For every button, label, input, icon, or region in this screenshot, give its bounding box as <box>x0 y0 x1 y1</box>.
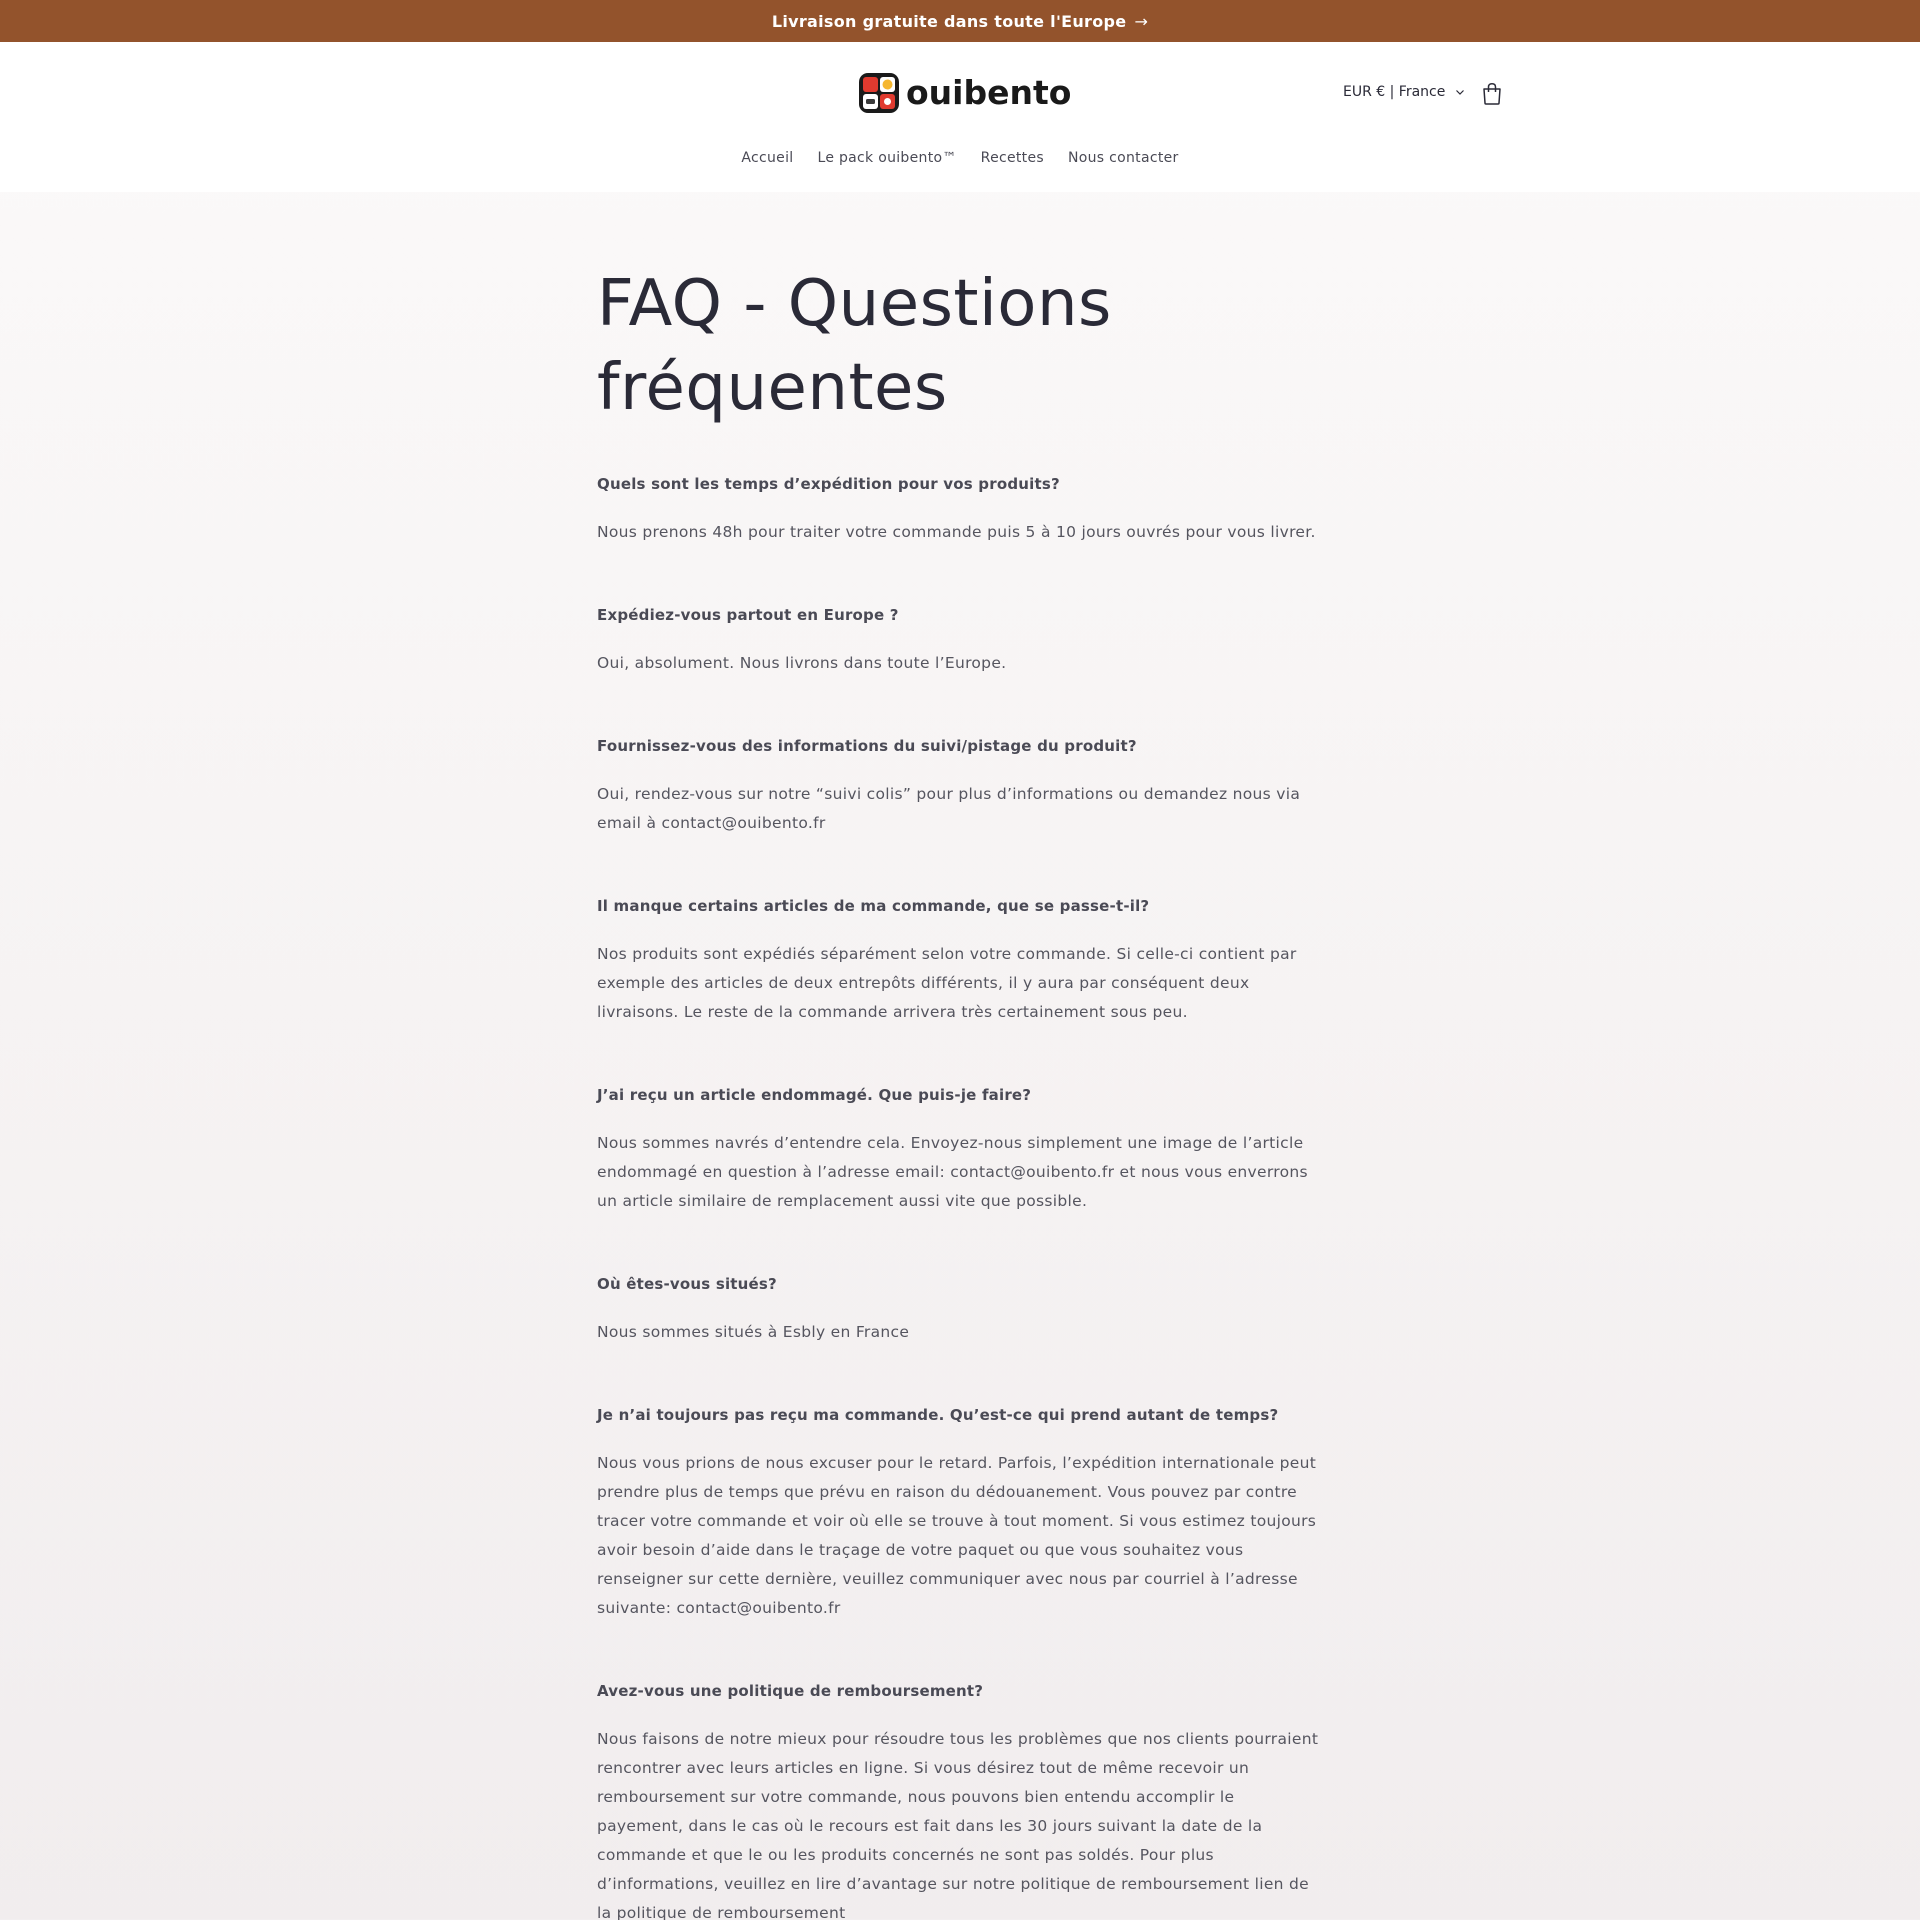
faq-answer: Nous sommes situés à Esbly en France <box>597 1323 910 1341</box>
locale-label: EUR € | France <box>1343 84 1446 100</box>
faq-question: Expédiez-vous partout en Europe ? <box>597 606 899 624</box>
faq-question: Il manque certains articles de ma commande, que se passe-t-il? <box>597 897 1150 915</box>
faq-question: Avez-vous une politique de remboursement? <box>597 1682 984 1700</box>
faq-question: J’ai reçu un article endommagé. Que puis-je faire? <box>597 1086 1032 1104</box>
main-nav <box>0 150 1920 166</box>
faq-answer: Nous prenons 48h pour traiter votre commande puis 5 à 10 jours ouvrés pour vous livrer. <box>597 523 1316 541</box>
faq-question: Quels sont les temps d’expédition pour vos produits? <box>597 475 1060 493</box>
faq-answer: Oui, rendez-vous sur notre “suivi colis” pour plus d’informations ou demandez nous via email à contact@ouibento.fr <box>597 785 1301 832</box>
faq-answer: Nos produits sont expédiés séparément selon votre commande. Si celle-ci contient par exemple des articles de deux entrepôts différents, il y aura par conséquent deux livraisons. Le reste de la commande arrivera très certainement sous peu. <box>597 945 1297 1021</box>
faq-question: Fournissez-vous des informations du suivi/pistage du produit? <box>597 737 1137 755</box>
logo-text: ouibento <box>906 73 1072 112</box>
faq-item <box>597 1273 1322 1347</box>
cart-icon[interactable] <box>1481 82 1503 106</box>
faq-item <box>597 735 1322 838</box>
chevron-down-icon <box>1455 87 1465 97</box>
faq-item <box>597 1680 1322 1920</box>
faq-item <box>597 1404 1322 1623</box>
faq-question: Je n’ai toujours pas reçu ma commande. Qu’est-ce qui prend autant de temps? <box>597 1406 1279 1424</box>
faq-item <box>597 473 1322 547</box>
announcement-bar[interactable] <box>0 0 1920 42</box>
announcement-text: Livraison gratuite dans toute l'Europe <box>771 11 1127 31</box>
nav-item-contact[interactable]: Nous contacter <box>1067 150 1179 166</box>
bento-logo-icon <box>858 72 900 114</box>
main-content <box>597 262 1322 1920</box>
faq-answer: Oui, absolument. Nous livrons dans toute l’Europe. <box>597 654 1007 672</box>
faq-answer: Nous faisons de notre mieux pour résoudre tous les problèmes que nos clients pourraient rencontrer avec leurs articles en ligne. Si vous désirez tout de même recevoir un remboursement sur votre commande, nous pouvons bien entendu accomplir le payement, dans le cas où le recours est fait dans les 30 jours suivant la date de la commande et que le ou les produits concernés ne sont pas soldés. Pour plus d’informations, veuillez en lire d’avantage sur notre politique de remboursement lien de la politique de remboursement <box>597 1730 1319 1920</box>
arrow-right-icon: → <box>1134 11 1149 31</box>
nav-item-recettes[interactable]: Recettes <box>980 150 1044 166</box>
site-header <box>0 42 1920 192</box>
nav-item-accueil[interactable]: Accueil <box>741 150 794 166</box>
locale-selector[interactable] <box>1343 84 1465 100</box>
faq-answer: Nous vous prions de nous excuser pour le retard. Parfois, l’expédition internationale peut prendre plus de temps que prévu en raison du dédouanement. Vous pouvez par contre tracer votre commande et voir où elle se trouve à tout moment. Si vous estimez toujours avoir besoin d’aide dans le traçage de votre paquet ou que vous souhaitez vous renseigner sur cette dernière, veuillez communiquer avec nous par courriel à l’adresse suivante: contact@ouibento.fr <box>597 1454 1317 1617</box>
faq-list <box>597 473 1322 1920</box>
nav-item-pack[interactable]: Le pack ouibento™ <box>817 150 957 166</box>
page-title-line2: fréquentes <box>597 351 948 425</box>
faq-question: Où êtes-vous situés? <box>597 1275 777 1293</box>
logo[interactable] <box>858 72 1071 114</box>
faq-item <box>597 1084 1322 1216</box>
faq-answer: Nous sommes navrés d’entendre cela. Envoyez-nous simplement une image de l’article endommagé en question à l’adresse email: contact@ouibento.fr et nous vous enverrons un article similaire de remplacement aussi vite que possible. <box>597 1134 1308 1210</box>
page-title-line1: FAQ - Questions <box>597 267 1112 341</box>
faq-item <box>597 895 1322 1027</box>
page-title <box>597 262 1322 430</box>
faq-item <box>597 604 1322 678</box>
